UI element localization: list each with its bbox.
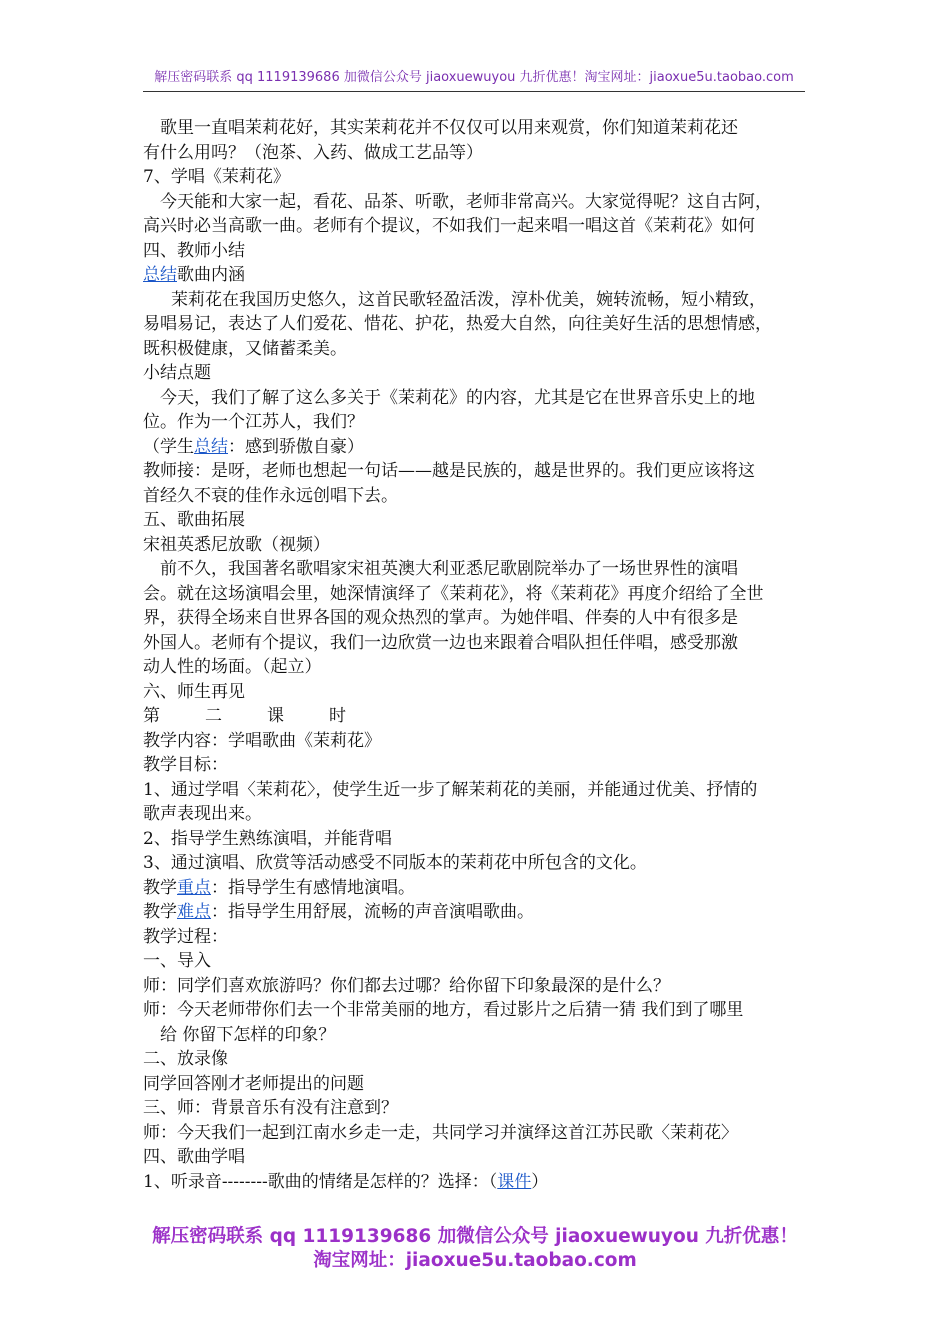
paragraph-line: 给 你留下怎样的印象？ xyxy=(160,1024,336,1045)
text-span: 教学 xyxy=(143,877,177,898)
paragraph-line: 首经久不衰的佳作永远创唱下去。 xyxy=(143,485,398,506)
paragraph-line: 会。就在这场演唱会里，她深情演绎了《茉莉花》，将《茉莉花》再度介绍给了全世 xyxy=(143,583,764,604)
paragraph-line: 界，获得全场来自世界各国的观众热烈的掌声。为她伴唱、伴奏的人中有很多是 xyxy=(143,608,738,628)
paragraph-line: 高兴时必当高歌一曲。老师有个提议，不如我们一起来唱一唱这首《茉莉花》如何 xyxy=(143,216,755,236)
paragraph-line xyxy=(143,876,813,901)
footer-promo-line: 解压密码联系 qq 1119139686 加微信公众号 jiaoxuewuyou 九折优惠！ xyxy=(152,1226,798,1247)
text-span: 1、听录音--------歌曲的情绪是怎样的？选择：（ xyxy=(143,1171,498,1192)
text-span: ：指导学生有感情地演唱。 xyxy=(211,877,415,898)
text-span: （学生 xyxy=(143,436,194,457)
paragraph-line xyxy=(143,263,813,288)
text-span: ） xyxy=(531,1171,549,1192)
paragraph-line xyxy=(143,900,813,925)
paragraph-line: 歌里一直唱茉莉花好，其实茉莉花并不仅仅可以用来观赏，你们知道茉莉花还 xyxy=(160,118,738,138)
paragraph-line: 教学目标： xyxy=(143,755,228,775)
text-span: ：指导学生用舒展，流畅的声音演唱歌曲。 xyxy=(211,902,534,922)
lesson-title-char: 课 xyxy=(267,706,284,726)
paragraph-line xyxy=(143,1170,813,1195)
summary-link[interactable]: 总结 xyxy=(143,265,177,285)
paragraph-line: 易唱易记，表达了人们爱花、惜花、护花，热爱大自然，向往美好生活的思想情感， xyxy=(143,314,772,334)
text-span: 教学 xyxy=(143,902,177,922)
paragraph-line: 师：今天老师带你们去一个非常美丽的地方，看过影片之后猜一猜 我们到了哪里 xyxy=(143,1000,744,1020)
paragraph-line: 动人性的场面。（起立） xyxy=(143,657,322,677)
lesson-title-char: 时 xyxy=(329,706,346,726)
section-heading: 一、导入 xyxy=(143,951,211,971)
difficulty-link[interactable]: 难点 xyxy=(177,902,211,922)
paragraph-line: 教师接：是呀，老师也想起一句话——越是民族的，越是世界的。我们更应该将这 xyxy=(143,461,755,481)
summary-link[interactable]: 总结 xyxy=(194,436,228,457)
paragraph-line: 有什么用吗？（泡茶、入药、做成工艺品等） xyxy=(143,142,483,163)
section-heading: 小结点题 xyxy=(143,363,211,383)
footer-url-line: 淘宝网址：jiaoxue5u.taobao.com xyxy=(313,1250,637,1271)
document-body xyxy=(143,116,813,1194)
page-header: 解压密码联系 qq 1119139686 加微信公众号 jiaoxuewuyou 九折优惠！淘宝网址：jiaoxue5u.taobao.com xyxy=(143,66,805,92)
paragraph-line: 茉莉花在我国历史悠久，这首民歌轻盈活泼，淳朴优美，婉转流畅，短小精致， xyxy=(171,289,766,310)
paragraph-line xyxy=(143,435,813,460)
paragraph-line: 1、通过学唱〈茉莉花〉，使学生近一步了解茉莉花的美丽，并能通过优美、抒情的 xyxy=(143,779,758,800)
text-span: ：感到骄傲自豪） xyxy=(228,436,364,457)
section-heading: 二、放录像 xyxy=(143,1049,228,1069)
lesson-title-char: 第 xyxy=(143,706,160,726)
section-heading: 五、歌曲拓展 xyxy=(143,510,245,530)
section-heading: 四、歌曲学唱 xyxy=(143,1147,245,1167)
section-heading: 六、师生再见 xyxy=(143,681,245,702)
paragraph-line: 师：今天我们一起到江南水乡走一走，共同学习并演绎这首江苏民歌〈茉莉花〉 xyxy=(143,1122,738,1143)
paragraph-line: 宋祖英悉尼放歌（视频） xyxy=(143,534,330,555)
paragraph-line: 外国人。老师有个提议，我们一边欣赏一边也来跟着合唱队担任伴唱，感受那激 xyxy=(143,632,738,653)
paragraph-line: 2、指导学生熟练演唱，并能背唱 xyxy=(143,828,392,849)
paragraph-line: 前不久，我国著名歌唱家宋祖英澳大利亚悉尼歌剧院举办了一场世界性的演唱 xyxy=(160,559,738,579)
paragraph-line: 今天能和大家一起，看花、品茶、听歌，老师非常高兴。大家觉得呢？这自古阿， xyxy=(160,191,772,212)
paragraph-line: 位。作为一个江苏人，我们？ xyxy=(143,412,364,432)
paragraph-line: 教学过程： xyxy=(143,926,228,947)
section-heading: 四、教师小结 xyxy=(143,240,245,261)
paragraph-line: 既积极健康，又储蓄柔美。 xyxy=(143,338,347,359)
paragraph-line: 3、通过演唱、欣赏等活动感受不同版本的茉莉花中所包含的文化。 xyxy=(143,853,647,873)
section-heading: 三、师：背景音乐有没有注意到？ xyxy=(143,1098,398,1118)
paragraph-line: 同学回答刚才老师提出的问题 xyxy=(143,1073,364,1094)
text-span: 歌曲内涵 xyxy=(177,265,245,285)
section-heading: 7、学唱《茉莉花》 xyxy=(143,167,290,187)
key-point-link[interactable]: 重点 xyxy=(177,877,211,898)
lesson-title xyxy=(143,704,813,729)
paragraph-line: 今天，我们了解了这么多关于《茉莉花》的内容，尤其是它在世界音乐史上的地 xyxy=(160,387,755,408)
paragraph-line: 歌声表现出来。 xyxy=(143,804,262,824)
lesson-title-char: 二 xyxy=(205,706,222,726)
paragraph-line: 教学内容：学唱歌曲《茉莉花》 xyxy=(143,730,381,751)
courseware-link[interactable]: 课件 xyxy=(497,1171,532,1192)
paragraph-line: 师：同学们喜欢旅游吗？你们都去过哪？给你留下印象最深的是什么？ xyxy=(143,975,670,996)
